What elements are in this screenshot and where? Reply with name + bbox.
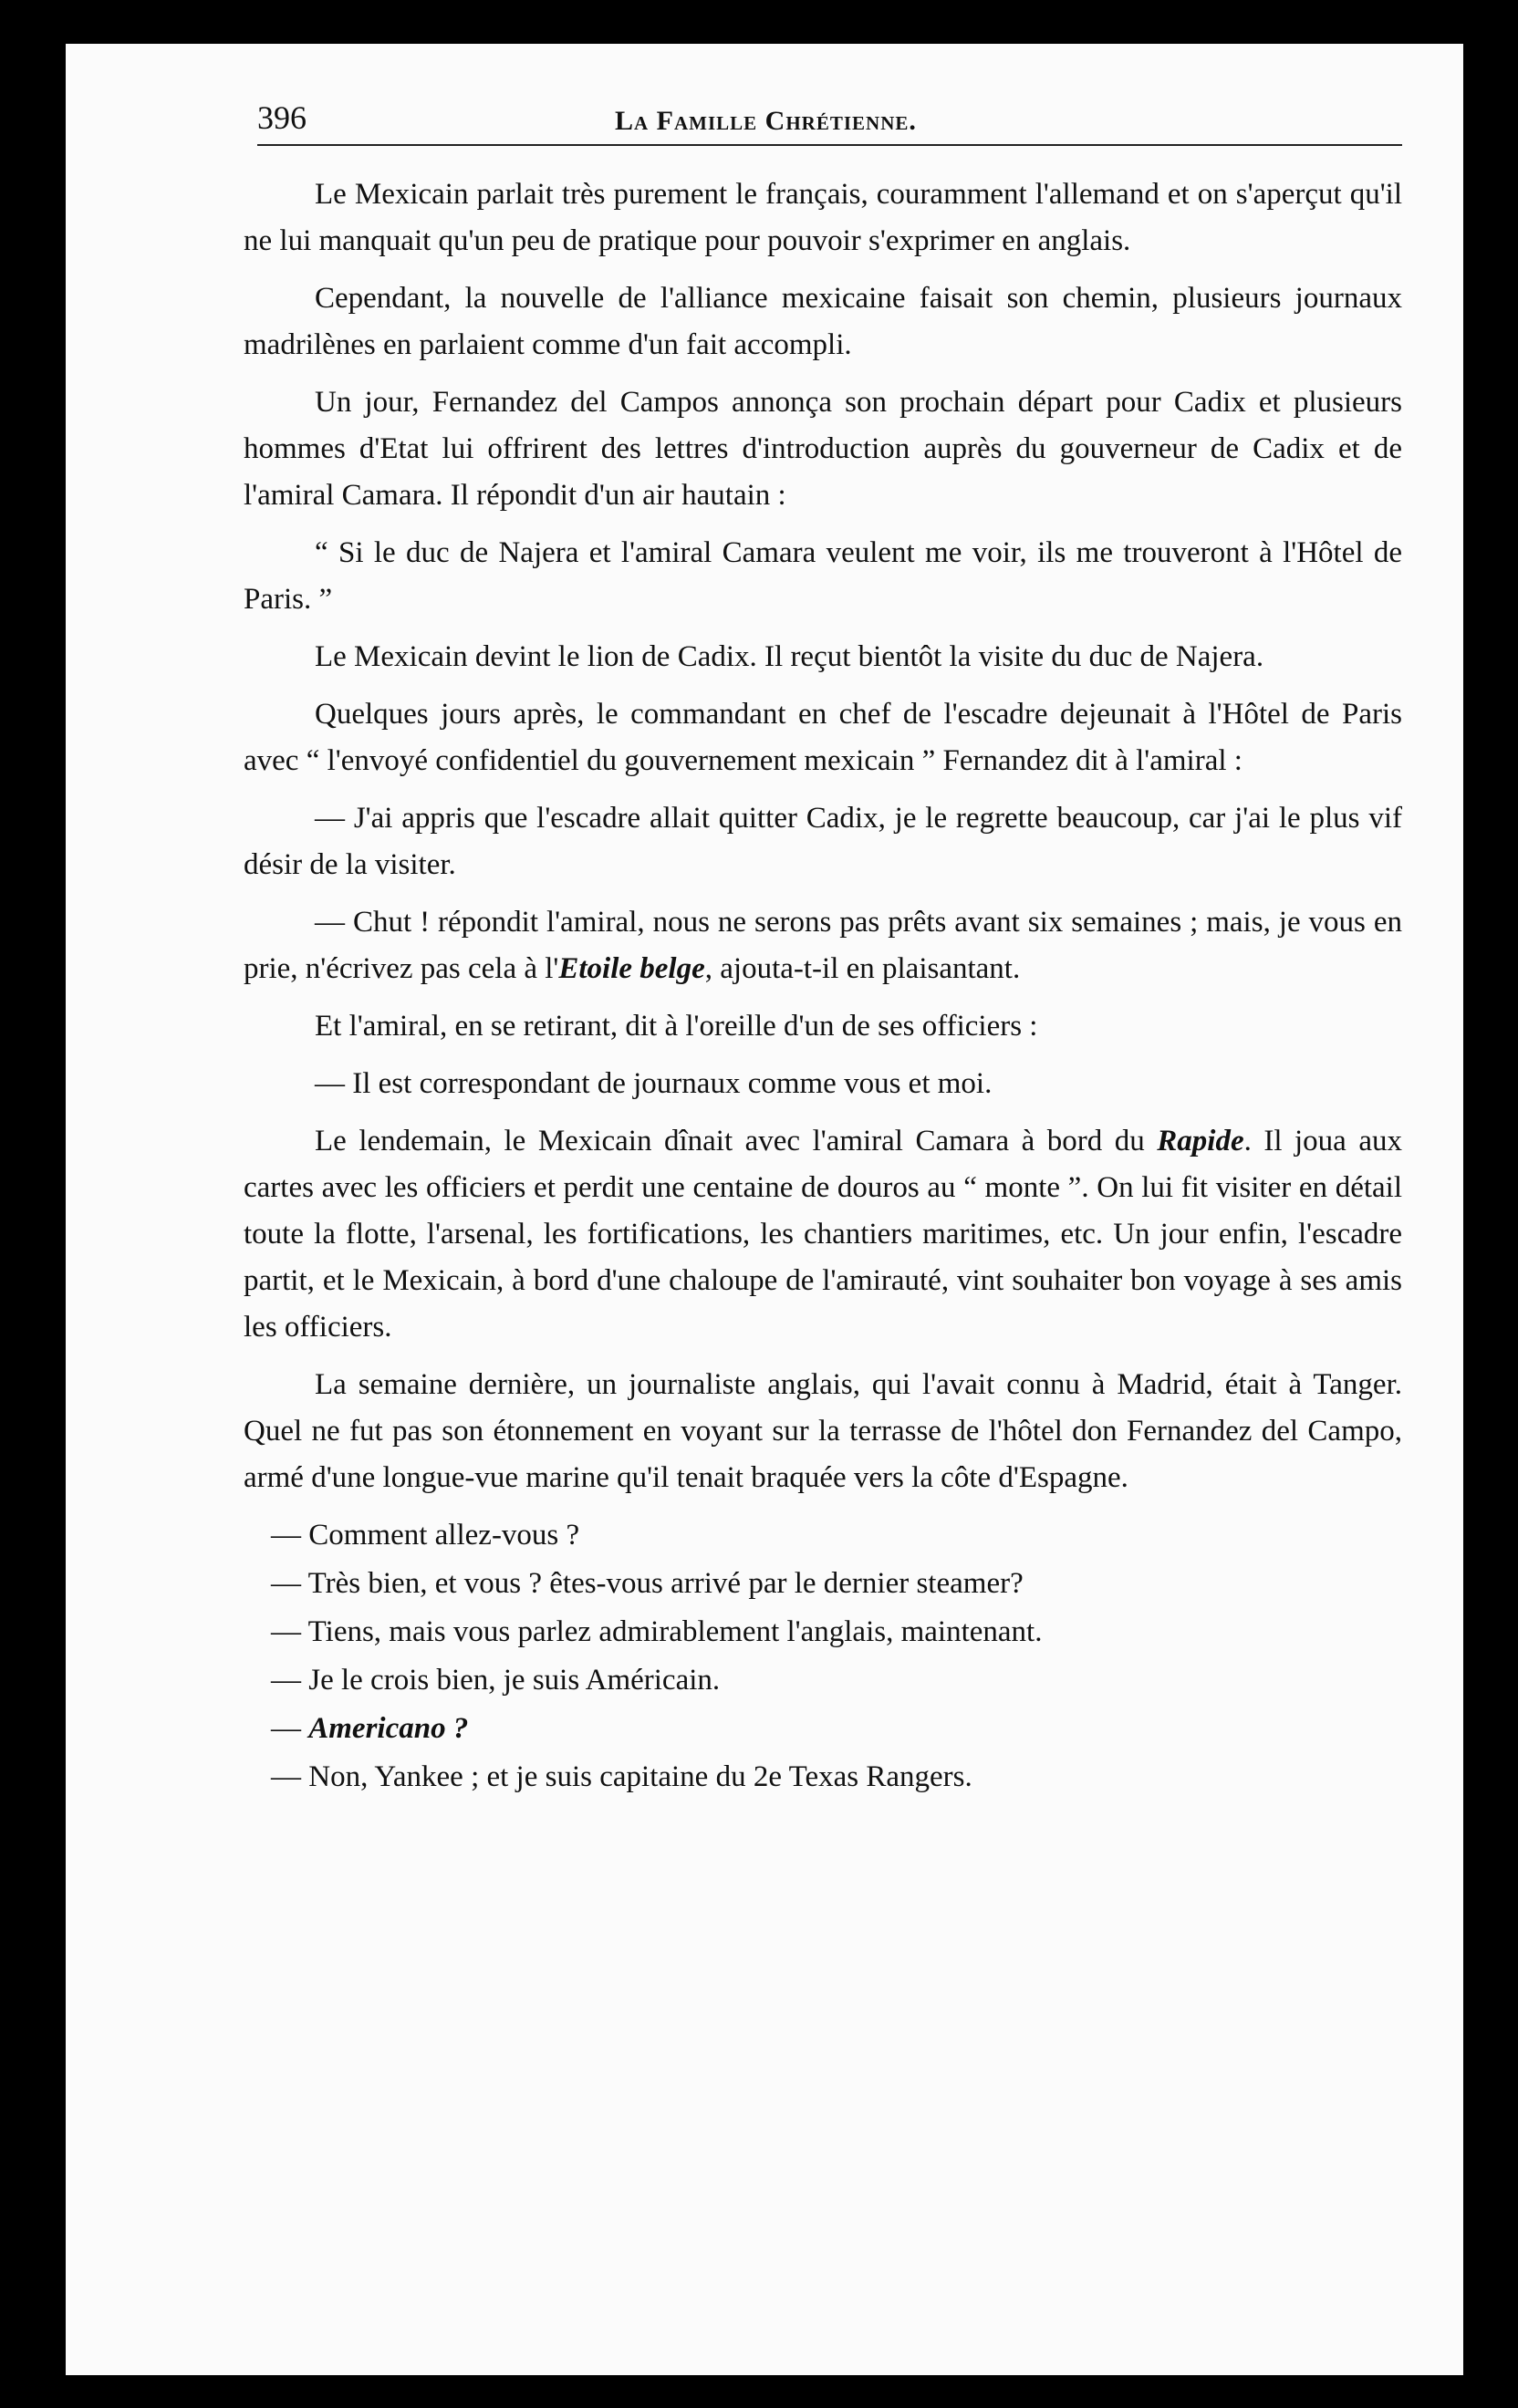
page-number: 396 xyxy=(257,99,307,136)
quoted-reply: “ Si le duc de Najera et l'amiral Camara veulent me voir, ils me trouveront à l'Hôtel de Paris. ” xyxy=(244,536,1402,616)
paragraph: Le Mexicain devint le lion de Cadix. Il reçut bientôt la visite du duc de Najera. xyxy=(315,640,1264,673)
paragraph: Et l'amiral, en se retirant, dit à l'oreille d'un de ses officiers : xyxy=(315,1010,1038,1043)
dialog-line: — Très bien, et vous ? êtes-vous arrivé par le dernier steamer? xyxy=(271,1567,1024,1600)
dialog-line: — Tiens, mais vous parlez admirablement l'anglais, maintenant. xyxy=(271,1615,1043,1648)
paragraph xyxy=(244,1118,1402,1351)
paragraph: Quelques jours après, le commandant en chef de l'escadre dejeunait à l'Hôtel de Paris avec “ l'envoyé confidentiel du gouvernement mexicain ” Fernandez dit à l'amiral : xyxy=(244,698,1402,777)
paragraph: — J'ai appris que l'escadre allait quitter Cadix, je le regrette beaucoup, car j'ai le plus vif désir de la visiter. xyxy=(244,802,1402,881)
paragraph xyxy=(244,899,1402,992)
paragraph: Le Mexicain parlait très purement le français, couramment l'allemand et on s'aperçut qu'il ne lui manquait qu'un peu de pratique pour pouvoir s'exprimer en anglais. xyxy=(244,178,1402,257)
dialog-line: — Je le crois bien, je suis Américain. xyxy=(271,1664,721,1697)
italic-ship-name: Rapide xyxy=(1157,1125,1244,1157)
paragraph: La semaine dernière, un journaliste anglais, qui l'avait connu à Madrid, était à Tanger. Quel ne fut pas son étonnement en voyant sur la terrasse de l'hôtel don Fernandez del Campo, armé d'une longue-vue marine qu'il tenait braquée vers la côte d'Espagne. xyxy=(244,1368,1402,1494)
paragraph: Un jour, Fernandez del Campos annonça son prochain départ pour Cadix et plusieurs hommes d'Etat lui offrirent des lettres d'introduction auprès du gouverneur de Cadix et de l'amiral Camara. Il répondit d'un air hautain : xyxy=(244,386,1402,512)
dialog-line: — Comment allez-vous ? xyxy=(271,1519,580,1552)
italic-word: Americano ? xyxy=(308,1712,469,1745)
article-body xyxy=(244,171,1402,1802)
text-segment: — Chut ! répondit l'amiral, nous ne serons pas prêts avant six semaines ; mais, je vous en prie, n'écrivez pas cela à l' xyxy=(244,906,1402,985)
scanned-page xyxy=(66,44,1463,2375)
dialog-line xyxy=(244,1706,1402,1752)
text-segment: — xyxy=(271,1712,309,1745)
paragraph: — Il est correspondant de journaux comme vous et moi. xyxy=(315,1067,993,1100)
text-segment: , ajouta-t-il en plaisantant. xyxy=(704,952,1021,985)
paragraph: Cependant, la nouvelle de l'alliance mexicaine faisait son chemin, plusieurs journaux madrilènes en parlaient comme d'un fait accompli. xyxy=(244,282,1402,361)
running-title: La Famille Chrétienne. xyxy=(615,106,917,136)
italic-title: Etoile belge xyxy=(558,952,705,985)
text-segment: . Il joua aux cartes avec les officiers et perdit une centaine de douros au “ monte ”. On lui fit visiter en détail toute la flotte, l'arsenal, les fortifications, les chantiers maritimes, etc. Un jour enfin, l'escadre partit, et le Mexicain, à bord d'une chaloupe de l'amirauté, vint souhaiter bon voyage à ses amis les officiers. xyxy=(244,1125,1402,1344)
page-header xyxy=(257,99,1402,146)
text-segment: Le lendemain, le Mexicain dînait avec l'amiral Camara à bord du xyxy=(315,1125,1158,1157)
dialog-line: — Non, Yankee ; et je suis capitaine du 2e Texas Rangers. xyxy=(271,1760,972,1793)
